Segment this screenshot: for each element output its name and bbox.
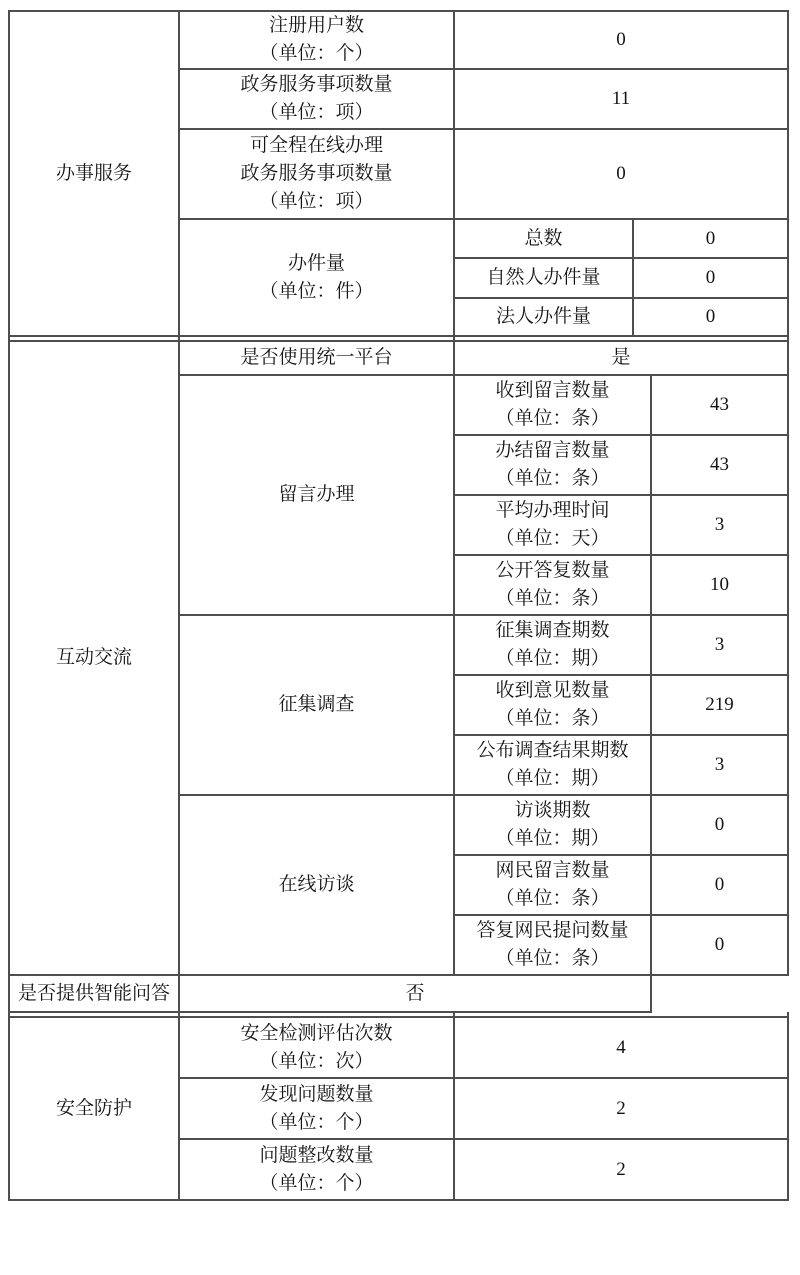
metric-name: 收到意见数量 <box>495 680 610 701</box>
metric-value: 0 <box>651 915 788 975</box>
metric-name: 收到留言数量 <box>495 380 610 401</box>
group-label-cell-message-handling: 留言办理 <box>179 375 454 615</box>
metric-name: 安全检测评估次数 <box>240 1022 393 1044</box>
metric-name: 答复网民提问数量 <box>476 920 629 941</box>
metric-value: 3 <box>651 495 788 555</box>
metric-name-line2: 政务服务事项数量 <box>240 163 393 184</box>
metric-label-cell <box>179 1017 454 1078</box>
metric-label-cell <box>454 855 651 915</box>
metric-label-cell <box>454 375 651 435</box>
metric-value: 2 <box>454 1139 788 1200</box>
metric-unit: （单位：天） <box>495 528 610 549</box>
sub-metric-label: 法人办件量 <box>454 298 633 336</box>
metric-label-cell <box>454 735 651 795</box>
metric-unit: （单位：期） <box>495 768 610 789</box>
metric-label-cell <box>179 1139 454 1200</box>
metric-value: 43 <box>651 435 788 495</box>
table-row <box>9 975 788 1012</box>
metric-name: 征集调查期数 <box>495 620 610 641</box>
metric-unit: （单位：次） <box>259 1050 374 1072</box>
sub-metric-label: 总数 <box>454 219 633 258</box>
metric-value: 是 <box>454 341 788 375</box>
metric-name: 注册用户数 <box>268 15 364 36</box>
metric-label-cell <box>454 915 651 975</box>
metric-unit: （单位：期） <box>495 828 610 849</box>
metric-unit: （单位：个） <box>259 43 374 64</box>
metric-value: 否 <box>179 975 651 1012</box>
metric-name: 发现问题数量 <box>259 1083 374 1105</box>
metric-label-cell <box>454 615 651 675</box>
metric-label-cell <box>454 435 651 495</box>
metric-value: 2 <box>454 1078 788 1139</box>
metric-value: 10 <box>651 555 788 615</box>
metric-name: 平均办理时间 <box>495 500 610 521</box>
group-label-cell-interview: 在线访谈 <box>179 795 454 975</box>
metric-value: 3 <box>651 615 788 675</box>
metric-name: 公布调查结果期数 <box>476 740 629 761</box>
table-row <box>9 11 788 69</box>
metric-name: 政务服务事项数量 <box>240 74 393 95</box>
metric-label-cell <box>454 795 651 855</box>
metric-name: 问题整改数量 <box>259 1144 374 1166</box>
sub-metric-label: 自然人办件量 <box>454 258 633 298</box>
metric-name: 网民留言数量 <box>495 860 610 881</box>
metric-value: 0 <box>651 855 788 915</box>
metric-unit: （单位：条） <box>495 708 610 729</box>
metric-unit: （单位：条） <box>495 468 610 489</box>
metric-unit: （单位：条） <box>495 588 610 609</box>
metric-label-cell <box>179 11 454 69</box>
group-label-cell-case-volume <box>179 219 454 336</box>
table-row <box>9 341 788 375</box>
metric-value: 219 <box>651 675 788 735</box>
group-name: 办件量 <box>287 252 345 274</box>
metric-label-cell <box>179 129 454 219</box>
metric-unit: （单位：期） <box>495 648 610 669</box>
metric-name-line1: 可全程在线办理 <box>249 135 383 156</box>
metric-label-cell <box>179 69 454 129</box>
metric-unit: （单位：个） <box>259 1172 374 1194</box>
metric-value: 0 <box>454 129 788 219</box>
metric-label-cell <box>454 555 651 615</box>
metric-label-cell <box>454 675 651 735</box>
metric-unit: （单位：条） <box>495 948 610 969</box>
metric-value: 43 <box>651 375 788 435</box>
metric-unit: （单位：条） <box>495 408 610 429</box>
metric-unit: （单位：个） <box>259 1111 374 1133</box>
metric-value: 0 <box>454 11 788 69</box>
sub-metric-value: 0 <box>633 219 788 258</box>
group-label-cell-survey: 征集调查 <box>179 615 454 795</box>
metric-value: 11 <box>454 69 788 129</box>
sub-metric-value: 0 <box>633 258 788 298</box>
metric-name: 公开答复数量 <box>495 560 610 581</box>
metric-label-cell: 是否使用统一平台 <box>179 341 454 375</box>
metric-label-cell <box>454 495 651 555</box>
metric-unit: （单位：项） <box>259 191 374 212</box>
metric-value: 4 <box>454 1017 788 1078</box>
category-cell-service: 办事服务 <box>9 11 179 336</box>
table-row <box>9 1017 788 1078</box>
metric-value: 0 <box>651 795 788 855</box>
category-cell-interaction: 互动交流 <box>9 341 179 975</box>
metric-label-cell <box>179 1078 454 1139</box>
category-cell-security: 安全防护 <box>9 1017 179 1200</box>
annual-report-table <box>8 10 789 1201</box>
metric-value: 3 <box>651 735 788 795</box>
sub-metric-value: 0 <box>633 298 788 336</box>
metric-label-cell: 是否提供智能问答 <box>9 975 179 1012</box>
metric-name: 办结留言数量 <box>495 440 610 461</box>
group-unit: （单位：件） <box>259 280 374 302</box>
metric-unit: （单位：项） <box>259 102 374 123</box>
metric-unit: （单位：条） <box>495 888 610 909</box>
metric-name: 访谈期数 <box>514 800 591 821</box>
